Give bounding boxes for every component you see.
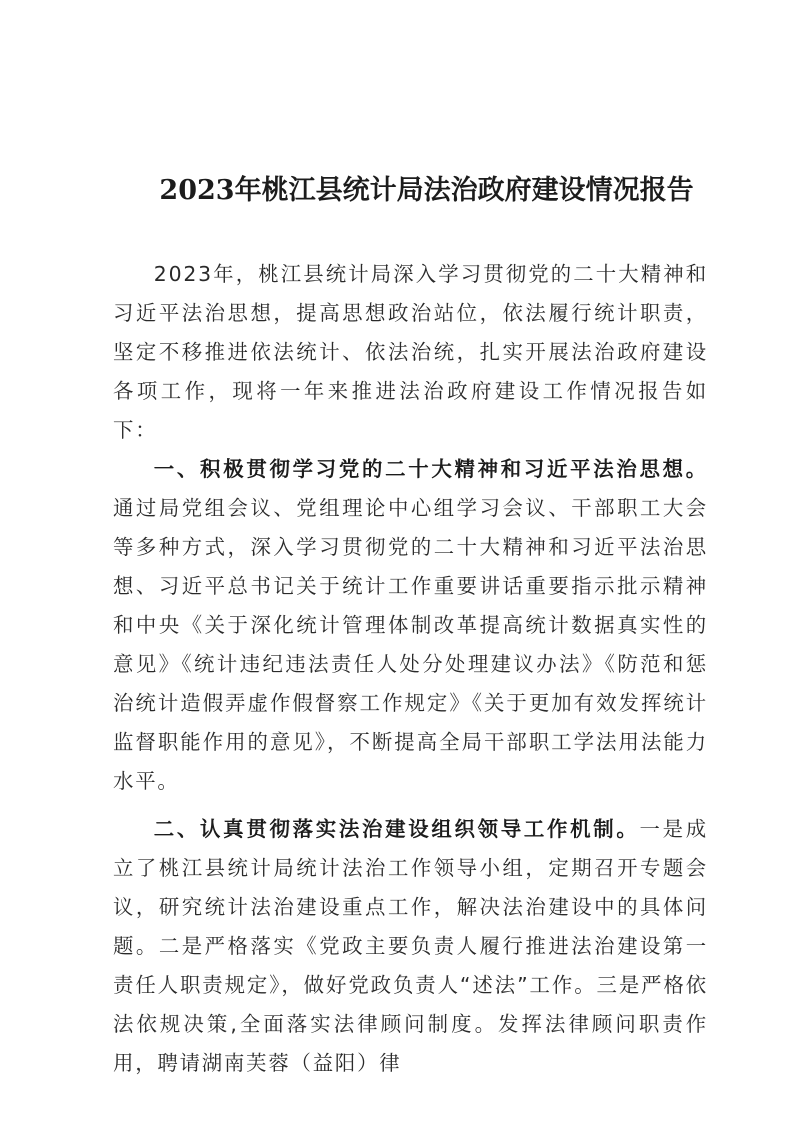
paragraph-intro bbox=[113, 255, 708, 450]
paragraph-text: 2023年，桃江县统计局深入学习贯彻党的二十大精神和习近平法治思想，提高思想政治站位，依法履行统计职责，坚定不移推进依法统计、依法治统，扎实开展法治政府建设各项工作，现将一年来推进法治政府建设工作情况报告如下： bbox=[113, 262, 708, 442]
paragraph-section-1 bbox=[113, 450, 708, 801]
section-heading: 二、认真贯彻落实法治建设组织领导工作机制。 bbox=[153, 817, 640, 841]
document-title: 2023年桃江县统计局法治政府建设情况报告 bbox=[159, 175, 694, 206]
document-body bbox=[113, 255, 708, 1083]
paragraph-text: 一是成立了桃江县统计局统计法治工作领导小组，定期召开专题会议，研究统计法治建设重点工作，解决法治建设中的具体问题。二是严格落实《党政主要负责人履行推进法治建设第一责任人职责规定》，做好党政负责人“述法”工作。三是严格依法依规决策,全面落实法律顾问制度。发挥法律顾问职责作用，聘请湖南芙蓉（益阳）律 bbox=[113, 817, 708, 1075]
paragraph-text: 通过局党组会议、党组理论中心组学习会议、干部职工大会等多种方式，深入学习贯彻党的二十大精神和习近平法治思想、习近平总书记关于统计工作重要讲话重要指示批示精神和中央《关于深化统计管理体制改革提高统计数据真实性的意见》《统计违纪违法责任人处分处理建议办法》《防范和惩治统计造假弄虚作假督察工作规定》《关于更加有效发挥统计监督职能作用的意见》，不断提高全局干部职工学法用法能力水平。 bbox=[113, 496, 708, 793]
paragraph-section-2 bbox=[113, 810, 708, 1083]
section-heading: 一、积极贯彻学习党的二十大精神和习近平法治思想。 bbox=[153, 457, 708, 481]
